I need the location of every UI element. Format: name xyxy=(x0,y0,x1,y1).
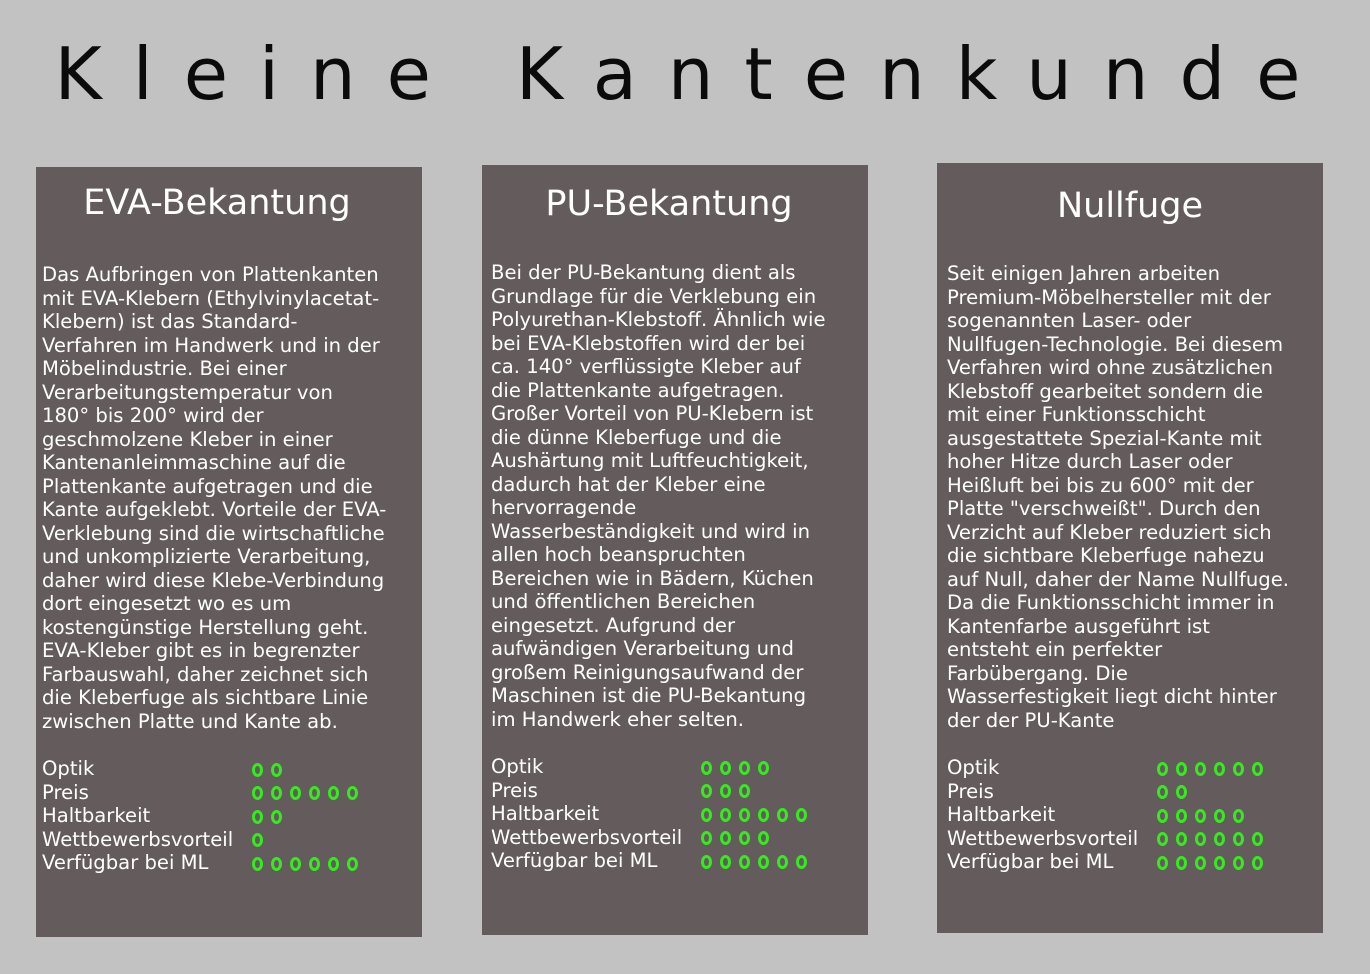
description-line: bei EVA-Klebstoffen wird der bei xyxy=(491,331,806,355)
rating-label: Preis xyxy=(42,780,89,804)
green-circle-icon xyxy=(290,857,301,871)
green-circle-icon xyxy=(309,857,320,871)
description-line: Bereichen wie in Bädern, Küchen xyxy=(491,566,814,590)
description-line: der der PU-Kante xyxy=(947,708,1115,732)
description-line: Kante aufgeklebt. Vorteile der EVA- xyxy=(42,498,387,521)
green-circle-icon xyxy=(1252,856,1263,870)
green-circle-icon xyxy=(271,763,282,777)
description-line: Platte "verschweißt". Durch den xyxy=(947,497,1261,520)
green-circle-icon xyxy=(1252,832,1263,846)
panel-title: EVA-Bekantung xyxy=(83,183,351,223)
description-line: Klebern) ist das Standard- xyxy=(42,310,298,333)
green-circle-icon xyxy=(252,810,263,824)
rating-label: Wettbewerbsvorteil xyxy=(42,827,234,851)
rating-dots xyxy=(252,757,282,781)
green-circle-icon xyxy=(1233,832,1244,846)
description-line: Plattenkante aufgetragen und die xyxy=(42,474,373,498)
panel-title: PU-Bekantung xyxy=(545,184,793,224)
rating-row xyxy=(947,827,1263,851)
description-line: zwischen Platte und Kante ab. xyxy=(42,709,338,733)
green-circle-icon xyxy=(739,761,750,775)
ratings-list xyxy=(42,757,358,875)
green-circle-icon xyxy=(796,855,807,869)
rating-label: Preis xyxy=(491,778,538,802)
green-circle-icon xyxy=(1157,832,1168,846)
description-line: Bei der PU-Bekantung dient als xyxy=(491,261,796,284)
rating-dots xyxy=(701,755,769,779)
green-circle-icon xyxy=(758,808,769,822)
description-line: allen hoch beanspruchten xyxy=(491,543,746,566)
panel-description xyxy=(42,263,386,733)
rating-label: Haltbarkeit xyxy=(947,803,1056,826)
rating-dots xyxy=(252,781,358,805)
green-circle-icon xyxy=(1214,762,1225,776)
green-circle-icon xyxy=(777,808,788,822)
description-line: entsteht ein perfekter xyxy=(947,638,1163,661)
description-line: Verzicht auf Kleber reduziert sich xyxy=(947,520,1272,544)
panel-description xyxy=(491,261,826,731)
green-circle-icon xyxy=(720,855,731,869)
description-line: Kantenfarbe ausgeführt ist xyxy=(947,614,1210,638)
ratings-list xyxy=(947,756,1263,874)
panel-nullfuge xyxy=(937,163,1323,933)
description-line: Klebstoff gearbeitet sondern die xyxy=(947,379,1263,403)
description-line: dort eingesetzt wo es um xyxy=(42,592,292,615)
description-line: Aushärtung mit Luftfeuchtigkeit, xyxy=(491,449,809,472)
green-circle-icon xyxy=(1157,809,1168,823)
description-line: mit einer Funktionsschicht xyxy=(947,403,1206,426)
description-line: Maschinen ist die PU-Bekantung xyxy=(491,684,807,707)
rating-label: Haltbarkeit xyxy=(42,804,151,827)
green-circle-icon xyxy=(1176,809,1187,823)
green-circle-icon xyxy=(309,786,320,800)
rating-dots xyxy=(1157,780,1187,804)
rating-label: Optik xyxy=(42,757,95,780)
green-circle-icon xyxy=(1233,856,1244,870)
green-circle-icon xyxy=(758,831,769,845)
description-line: Grundlage für die Verklebung ein xyxy=(491,284,817,308)
green-circle-icon xyxy=(1252,762,1263,776)
green-circle-icon xyxy=(796,808,807,822)
rating-dots xyxy=(252,828,263,852)
description-line: Großer Vorteil von PU-Klebern ist xyxy=(491,402,814,425)
description-line: Nullfugen-Technologie. Bei diesem xyxy=(947,332,1284,356)
rating-dots xyxy=(701,802,807,826)
green-circle-icon xyxy=(1195,762,1206,776)
green-circle-icon xyxy=(701,761,712,775)
description-line: großem Reinigungsaufwand der xyxy=(491,660,804,684)
rating-dots xyxy=(1157,827,1263,851)
description-line: daher wird diese Klebe-Verbindung xyxy=(42,568,385,592)
description-line: die Plattenkante aufgetragen. xyxy=(491,378,785,402)
green-circle-icon xyxy=(1195,832,1206,846)
rating-row xyxy=(491,826,807,850)
rating-row xyxy=(42,781,358,805)
green-circle-icon xyxy=(777,855,788,869)
panel-pu-bekantung xyxy=(482,165,868,935)
rating-label: Verfügbar bei ML xyxy=(42,851,209,874)
description-line: im Handwerk eher selten. xyxy=(491,707,744,731)
description-line: 180° bis 200° wird der xyxy=(42,404,264,427)
green-circle-icon xyxy=(1233,809,1244,823)
panel-eva-bekantung xyxy=(36,167,422,937)
description-line: Das Aufbringen von Plattenkanten xyxy=(42,263,379,286)
green-circle-icon xyxy=(252,763,263,777)
description-line: eingesetzt. Aufgrund der xyxy=(491,613,736,637)
rating-label: Wettbewerbsvorteil xyxy=(947,826,1139,850)
description-line: Da die Funktionsschicht immer in xyxy=(947,591,1275,614)
description-line: die dünne Kleberfuge und die xyxy=(491,425,782,449)
description-line: Farbauswahl, daher zeichnet sich xyxy=(42,662,369,686)
rating-label: Wettbewerbsvorteil xyxy=(491,825,683,849)
description-line: Polyurethan-Klebstoff. Ähnlich wie xyxy=(491,308,826,331)
rating-dots xyxy=(1157,756,1263,780)
green-circle-icon xyxy=(1195,856,1206,870)
green-circle-icon xyxy=(701,855,712,869)
description-line: Möbelindustrie. Bei einer xyxy=(42,357,287,380)
green-circle-icon xyxy=(1157,856,1168,870)
rating-dots xyxy=(701,826,769,850)
description-line: Verfahren im Handwerk und in der xyxy=(42,333,380,357)
rating-label: Verfügbar bei ML xyxy=(947,850,1114,873)
green-circle-icon xyxy=(701,784,712,798)
green-circle-icon xyxy=(1157,762,1168,776)
green-circle-icon xyxy=(739,784,750,798)
description-line: aufwändigen Verarbeitung und xyxy=(491,637,794,660)
description-line: dadurch hat der Kleber eine xyxy=(491,472,766,496)
green-circle-icon xyxy=(720,808,731,822)
page-title: Kleine Kantenkunde xyxy=(54,32,1332,116)
green-circle-icon xyxy=(252,786,263,800)
rating-label: Verfügbar bei ML xyxy=(491,849,658,872)
green-circle-icon xyxy=(1233,762,1244,776)
rating-row xyxy=(491,849,807,873)
description-line: sogenannten Laser- oder xyxy=(947,309,1192,332)
green-circle-icon xyxy=(1214,856,1225,870)
panel-title: Nullfuge xyxy=(1056,186,1204,226)
rating-label: Haltbarkeit xyxy=(491,802,600,825)
description-line: Kantenanleimmaschine auf die xyxy=(42,451,346,474)
description-line: und unkomplizierte Verarbeitung, xyxy=(42,545,371,568)
rating-row xyxy=(947,850,1263,874)
green-circle-icon xyxy=(739,855,750,869)
rating-dots xyxy=(252,851,358,875)
description-line: Heißluft bei bis zu 600° mit der xyxy=(947,473,1254,497)
green-circle-icon xyxy=(271,786,282,800)
description-line: Farbübergang. Die xyxy=(947,661,1128,685)
description-line: und öffentlichen Bereichen xyxy=(491,590,756,613)
green-circle-icon xyxy=(720,784,731,798)
description-line: Verklebung sind die wirtschaftliche xyxy=(42,521,385,545)
ratings-list xyxy=(491,755,807,873)
rating-row xyxy=(947,756,1263,780)
description-line: die Kleberfuge als sichtbare Linie xyxy=(42,686,369,709)
rating-dots xyxy=(701,849,807,873)
rating-label: Preis xyxy=(947,779,994,803)
description-line: ausgestattete Spezial-Kante mit xyxy=(947,426,1262,450)
rating-label: Optik xyxy=(491,755,544,778)
description-line: mit EVA-Klebern (Ethylvinylacetat- xyxy=(42,286,380,310)
description-line: geschmolzene Kleber in einer xyxy=(42,427,333,451)
description-line: kostengünstige Herstellung geht. xyxy=(42,615,369,639)
green-circle-icon xyxy=(328,857,339,871)
rating-row xyxy=(491,755,807,779)
rating-row xyxy=(42,757,358,781)
rating-dots xyxy=(701,779,750,803)
panel-description xyxy=(947,262,1289,732)
rating-row xyxy=(491,779,807,803)
green-circle-icon xyxy=(347,857,358,871)
description-line: ca. 140° verflüssigte Kleber auf xyxy=(491,355,801,378)
green-circle-icon xyxy=(328,786,339,800)
green-circle-icon xyxy=(1214,809,1225,823)
green-circle-icon xyxy=(758,761,769,775)
green-circle-icon xyxy=(720,761,731,775)
rating-label: Optik xyxy=(947,756,1000,779)
rating-row xyxy=(42,804,358,828)
rating-row xyxy=(491,802,807,826)
rating-row xyxy=(42,828,358,852)
rating-dots xyxy=(1157,803,1244,827)
green-circle-icon xyxy=(701,831,712,845)
description-line: die sichtbare Kleberfuge nahezu xyxy=(947,544,1265,567)
rating-dots xyxy=(1157,850,1263,874)
green-circle-icon xyxy=(252,857,263,871)
green-circle-icon xyxy=(739,831,750,845)
description-line: auf Null, daher der Name Nullfuge. xyxy=(947,567,1289,591)
green-circle-icon xyxy=(252,833,263,847)
description-line: Wasserbeständigkeit und wird in xyxy=(491,519,811,543)
green-circle-icon xyxy=(1214,832,1225,846)
green-circle-icon xyxy=(739,808,750,822)
description-line: Verarbeitungstemperatur von xyxy=(42,380,333,404)
rating-row xyxy=(42,851,358,875)
description-line: Wasserfestigkeit liegt dicht hinter xyxy=(947,685,1277,708)
green-circle-icon xyxy=(1157,785,1168,799)
rating-row xyxy=(947,780,1263,804)
green-circle-icon xyxy=(701,808,712,822)
green-circle-icon xyxy=(271,810,282,824)
description-line: hoher Hitze durch Laser oder xyxy=(947,450,1233,473)
green-circle-icon xyxy=(1176,856,1187,870)
green-circle-icon xyxy=(290,786,301,800)
green-circle-icon xyxy=(1176,762,1187,776)
description-line: EVA-Kleber gibt es in begrenzter xyxy=(42,639,360,662)
description-line: Verfahren wird ohne zusätzlichen xyxy=(947,356,1274,379)
green-circle-icon xyxy=(758,855,769,869)
green-circle-icon xyxy=(347,786,358,800)
description-line: Seit einigen Jahren arbeiten xyxy=(947,262,1221,285)
green-circle-icon xyxy=(1176,832,1187,846)
rating-row xyxy=(947,803,1263,827)
green-circle-icon xyxy=(1195,809,1206,823)
green-circle-icon xyxy=(271,857,282,871)
green-circle-icon xyxy=(1176,785,1187,799)
rating-dots xyxy=(252,804,282,828)
description-line: hervorragende xyxy=(491,496,637,519)
green-circle-icon xyxy=(720,831,731,845)
description-line: Premium-Möbelhersteller mit der xyxy=(947,285,1271,309)
